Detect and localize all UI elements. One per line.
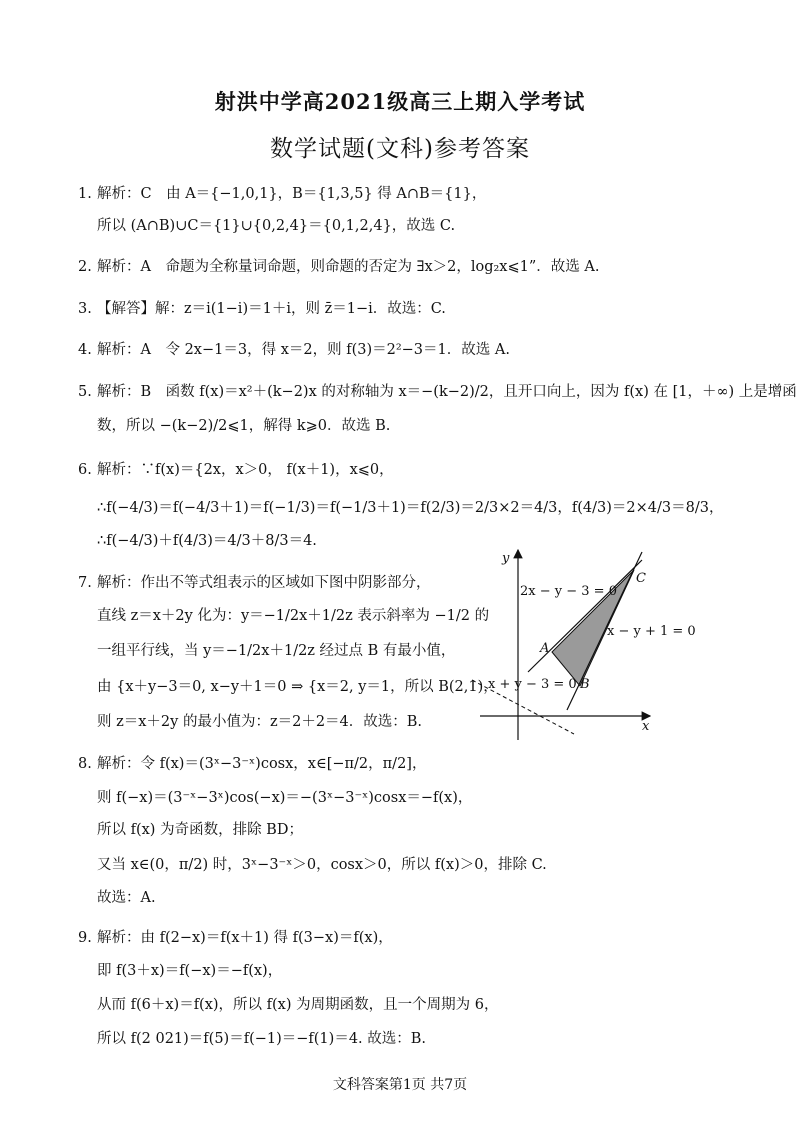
problem-3-number: 3.: [78, 301, 92, 317]
problem-7-line-2: 直线 z＝x＋2y 化为：y＝−1/2x＋1/2z 表示斜率为 −1/2 的: [97, 608, 490, 624]
problem-9-line-1: 解析：由 f(2−x)＝f(x＋1) 得 f(3−x)＝f(x)，: [97, 930, 393, 946]
problem-6-line-2: ∴f(−4/3)＝f(−4/3＋1)＝f(−1/3)＝f(−1/3＋1)＝f(2/3)＝2/3×2＝4/3，f(4/3)＝2×4/3＝8/3，: [97, 500, 724, 516]
problem-7-line-1: 解析：作出不等式组表示的区域如下图中阴影部分，: [97, 575, 431, 591]
problem-8-number: 8.: [78, 756, 92, 772]
point-a-label: A: [540, 641, 550, 656]
problem-7-line-4: 由 {x＋y−3＝0, x−y＋1＝0 ⇒ {x＝2, y＝1，所以 B(2,1)，: [97, 679, 498, 695]
problem-2-number: 2.: [78, 259, 92, 275]
problem-7-figure: [470, 540, 710, 750]
problem-5-number: 5.: [78, 384, 92, 400]
label-line-x-y+1: x − y + 1 = 0: [607, 624, 696, 639]
point-b-label: B: [580, 677, 590, 692]
problem-4-number: 4.: [78, 342, 92, 358]
point-c-label: C: [636, 571, 646, 586]
problem-2-line-1: 解析：A 命题为全称量词命题，则命题的否定为 ∃x＞2，log₂x⩽1”．故选 A.: [97, 259, 600, 275]
problem-8-line-2: 则 f(−x)＝(3⁻ˣ−3ˣ)cos(−x)＝−(3ˣ−3⁻ˣ)cosx＝−f(x)，: [97, 790, 473, 806]
problem-6-line-3: ∴f(−4/3)＋f(4/3)＝4/3＋8/3＝4.: [97, 533, 317, 549]
label-line-x+y-3: x + y − 3 = 0: [488, 677, 577, 692]
label-line-2x-y-3: 2x − y − 3 = 0: [520, 584, 617, 599]
problem-6-number: 6.: [78, 462, 92, 478]
problem-1-number: 1.: [78, 186, 92, 202]
problem-1-line-1: 解析：C 由 A＝{−1,0,1}，B＝{1,3,5} 得 A∩B＝{1}，: [97, 186, 487, 202]
problem-9-line-4: 所以 f(2 021)＝f(5)＝f(−1)＝−f(1)＝4. 故选：B.: [97, 1031, 427, 1047]
page-footer: 文科答案第1页 共7页: [332, 1077, 468, 1093]
problem-8-line-3: 所以 f(x) 为奇函数，排除 BD；: [97, 822, 303, 838]
problem-8-line-5: 故选：A.: [97, 890, 156, 906]
problem-8-line-1: 解析：令 f(x)＝(3ˣ−3⁻ˣ)cosx，x∈[−π/2，π/2]，: [97, 756, 427, 772]
problem-9-line-2: 即 f(3＋x)＝f(−x)＝−f(x)，: [97, 963, 283, 979]
problem-7-line-3: 一组平行线，当 y＝−1/2x＋1/2z 经过点 B 有最小值，: [97, 643, 456, 659]
problem-6-line-1: 解析：∵f(x)＝{2x，x＞0， f(x＋1)，x⩽0，: [97, 462, 394, 478]
exam-subtitle: 数学试题(文科)参考答案: [270, 136, 530, 162]
problem-4-line-1: 解析：A 令 2x−1＝3，得 x＝2，则 f(3)＝2²−3＝1．故选 A.: [97, 342, 510, 358]
problem-5-line-1: 解析：B 函数 f(x)＝x²＋(k−2)x 的对称轴为 x＝−(k−2)/2，且开口向上，因为 f(x) 在 [1，＋∞) 上是增函: [97, 384, 797, 400]
exam-title: 射洪中学高2021级高三上期入学考试: [214, 89, 586, 114]
problem-7-number: 7.: [78, 575, 92, 591]
y-axis-label: y: [502, 551, 510, 566]
problem-9-line-3: 从而 f(6＋x)＝f(x)，所以 f(x) 为周期函数，且一个周期为 6，: [97, 997, 499, 1013]
problem-5-line-2: 数，所以 −(k−2)/2⩽1，解得 k⩾0．故选 B.: [97, 418, 391, 434]
problem-9-number: 9.: [78, 930, 92, 946]
x-axis-label: x: [642, 719, 650, 734]
problem-3-line-1: 【解答】解：z＝i(1−i)＝1＋i，则 z̄＝1−i．故选：C.: [97, 301, 446, 317]
problem-1-line-2: 所以 (A∩B)∪C＝{1}∪{0,2,4}＝{0,1,2,4}，故选 C.: [97, 218, 456, 234]
problem-8-line-4: 又当 x∈(0，π/2) 时，3ˣ−3⁻ˣ＞0，cosx＞0，所以 f(x)＞0，排除 C.: [97, 857, 547, 873]
problem-7-line-5: 则 z＝x＋2y 的最小值为：z＝2＋2＝4．故选：B.: [97, 714, 423, 730]
